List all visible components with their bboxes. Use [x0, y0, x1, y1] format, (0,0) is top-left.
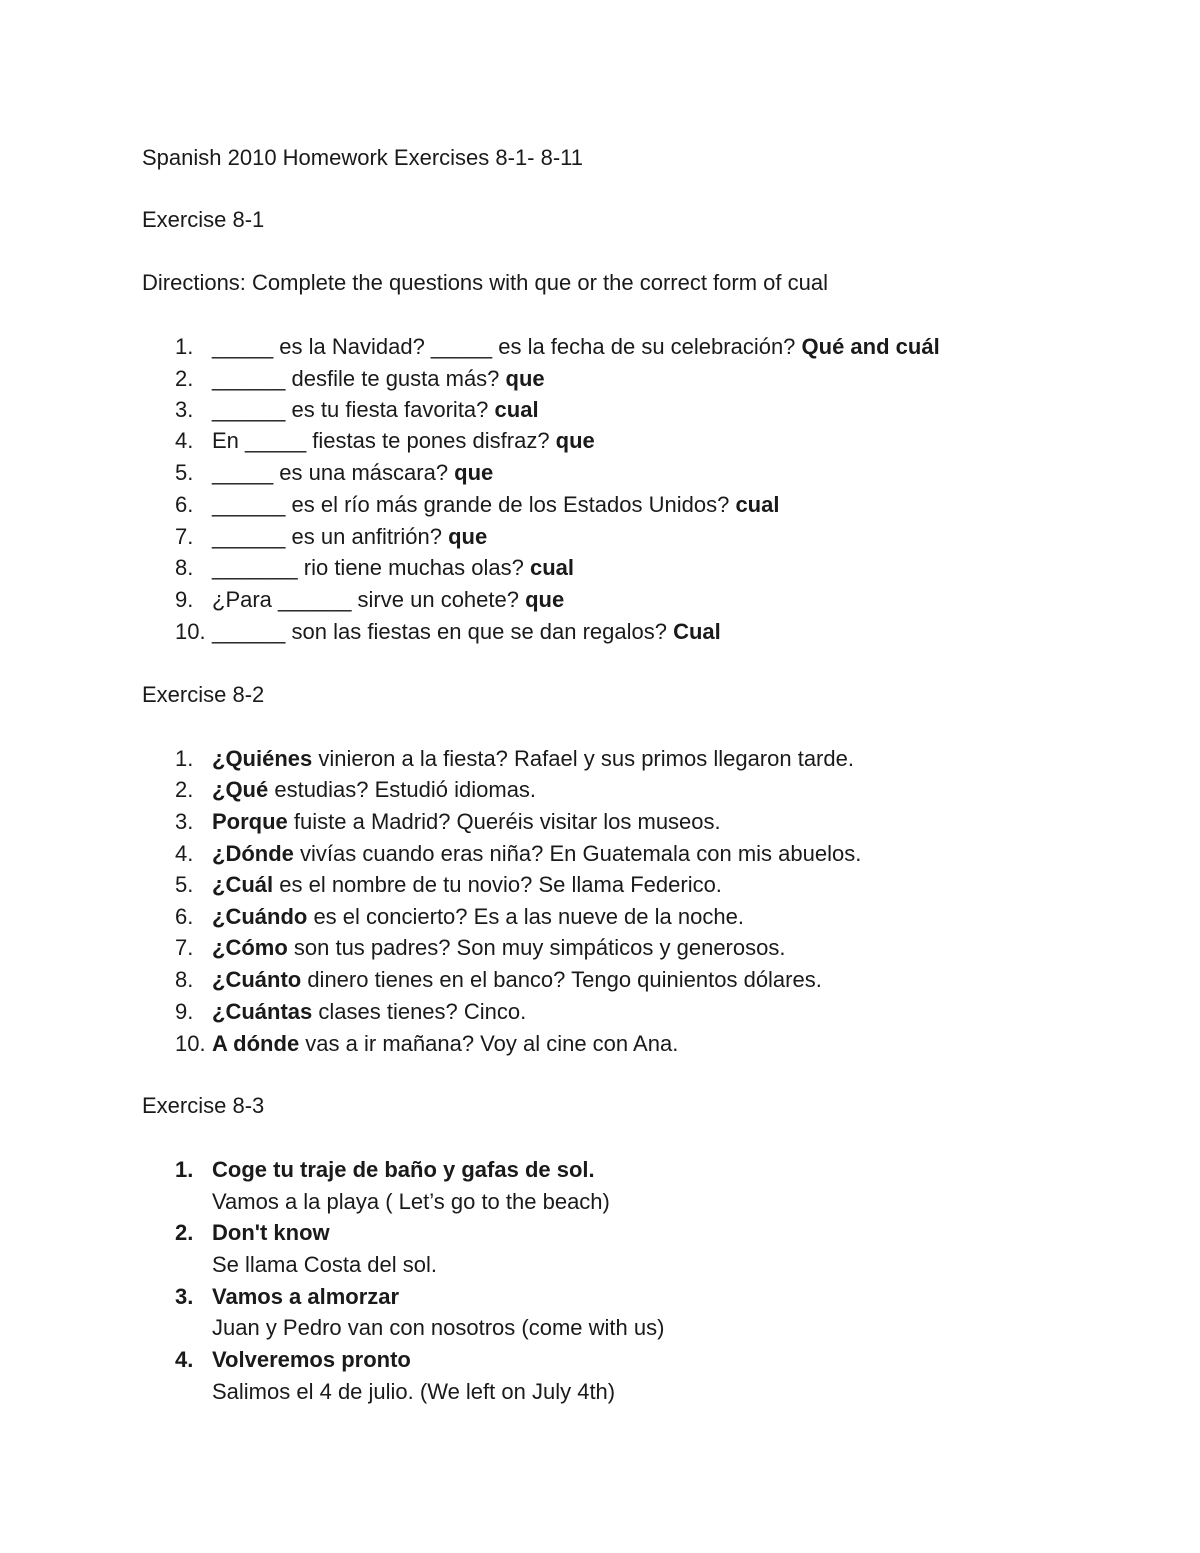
exercise-8-3-heading: Exercise 8-3 [142, 1093, 265, 1118]
response-text: Salimos el 4 de julio. (We left on July 4th) [212, 1379, 616, 1404]
answer-text: Cual [673, 619, 721, 644]
answer-text: cual [494, 397, 539, 422]
item-number: 2. [175, 1220, 194, 1245]
question-text: _______ rio tiene muchas olas? [212, 555, 530, 580]
question-text: estudias? Estudió idiomas. [268, 777, 537, 802]
question-text: vinieron a la fiesta? Rafael y sus primos llegaron tarde. [312, 746, 854, 771]
question-text: vivías cuando eras niña? En Guatemala con mis abuelos. [293, 841, 862, 866]
item-number: 10. [175, 1031, 206, 1056]
item-number: 9. [175, 587, 194, 612]
question-text: son tus padres? Son muy simpáticos y generosos. [287, 935, 786, 960]
item-number: 3. [175, 397, 194, 422]
item-number: 3. [175, 1284, 194, 1309]
question-text: fuiste a Madrid? Queréis visitar los museos. [287, 809, 721, 834]
item-number: 1. [175, 334, 194, 359]
item-number: 7. [175, 935, 194, 960]
answer-text: A dónde [212, 1031, 300, 1056]
question-text: ______ es el río más grande de los Estados Unidos? [212, 492, 736, 517]
question-text: vas a ir mañana? Voy al cine con Ana. [299, 1031, 679, 1056]
answer-text: que [555, 428, 595, 453]
answer-text: que [525, 587, 565, 612]
answer-text: Porque [212, 809, 288, 834]
answer-text: ¿Cuántas [212, 999, 313, 1024]
item-number: 6. [175, 904, 194, 929]
item-number: 5. [175, 872, 194, 897]
question-text: ______ desfile te gusta más? [212, 366, 506, 391]
item-number: 4. [175, 841, 194, 866]
answer-text: ¿Qué [212, 777, 269, 802]
exercise-8-2-heading: Exercise 8-2 [142, 682, 265, 707]
item-number: 9. [175, 999, 194, 1024]
question-text: En _____ fiestas te pones disfraz? [212, 428, 556, 453]
response-text: Se llama Costa del sol. [212, 1252, 437, 1277]
question-text: ¿Para ______ sirve un cohete? [212, 587, 526, 612]
answer-text: ¿Cómo [212, 935, 288, 960]
item-number: 4. [175, 1347, 194, 1372]
answer-text: Don't know [212, 1220, 330, 1245]
answer-text: ¿Cuál [212, 872, 274, 897]
response-text: Juan y Pedro van con nosotros (come with us) [212, 1315, 665, 1340]
question-text: ______ es tu fiesta favorita? [212, 397, 495, 422]
item-number: 7. [175, 524, 194, 549]
item-number: 1. [175, 746, 194, 771]
answer-text: que [505, 366, 545, 391]
question-text: ______ es un anfitrión? [212, 524, 449, 549]
item-number: 8. [175, 555, 194, 580]
item-number: 10. [175, 619, 206, 644]
item-number: 8. [175, 967, 194, 992]
answer-text: Volveremos pronto [212, 1347, 411, 1372]
item-number: 4. [175, 428, 194, 453]
document-title: Spanish 2010 Homework Exercises 8-1- 8-11 [142, 145, 584, 170]
answer-text: ¿Cuándo [212, 904, 308, 929]
response-text: Vamos a la playa ( Let’s go to the beach) [212, 1189, 610, 1214]
question-text: dinero tienes en el banco? Tengo quinientos dólares. [301, 967, 822, 992]
answer-text: cual [735, 492, 780, 517]
answer-text: Coge tu traje de baño y gafas de sol. [212, 1157, 595, 1182]
question-text: ______ son las fiestas en que se dan regalos? [212, 619, 674, 644]
question-text: es el nombre de tu novio? Se llama Federico. [273, 872, 722, 897]
answer-text: ¿Cuánto [212, 967, 302, 992]
answer-text: Vamos a almorzar [212, 1284, 400, 1309]
question-text: es el concierto? Es a las nueve de la noche. [307, 904, 744, 929]
item-number: 5. [175, 460, 194, 485]
question-text: _____ es una máscara? [212, 460, 455, 485]
item-number: 3. [175, 809, 194, 834]
answer-text: cual [530, 555, 575, 580]
answer-text: Qué and cuál [801, 334, 940, 359]
answer-text: ¿Dónde [212, 841, 294, 866]
item-number: 2. [175, 366, 194, 391]
exercise-8-1-heading: Exercise 8-1 [142, 207, 265, 232]
question-text: clases tienes? Cinco. [312, 999, 527, 1024]
answer-text: ¿Quiénes [212, 746, 313, 771]
item-number: 2. [175, 777, 194, 802]
item-number: 1. [175, 1157, 194, 1182]
question-text: _____ es la Navidad? _____ es la fecha de su celebración? [212, 334, 802, 359]
exercise-8-1-directions: Directions: Complete the questions with que or the correct form of cual [142, 270, 828, 295]
answer-text: que [454, 460, 494, 485]
item-number: 6. [175, 492, 194, 517]
answer-text: que [448, 524, 488, 549]
